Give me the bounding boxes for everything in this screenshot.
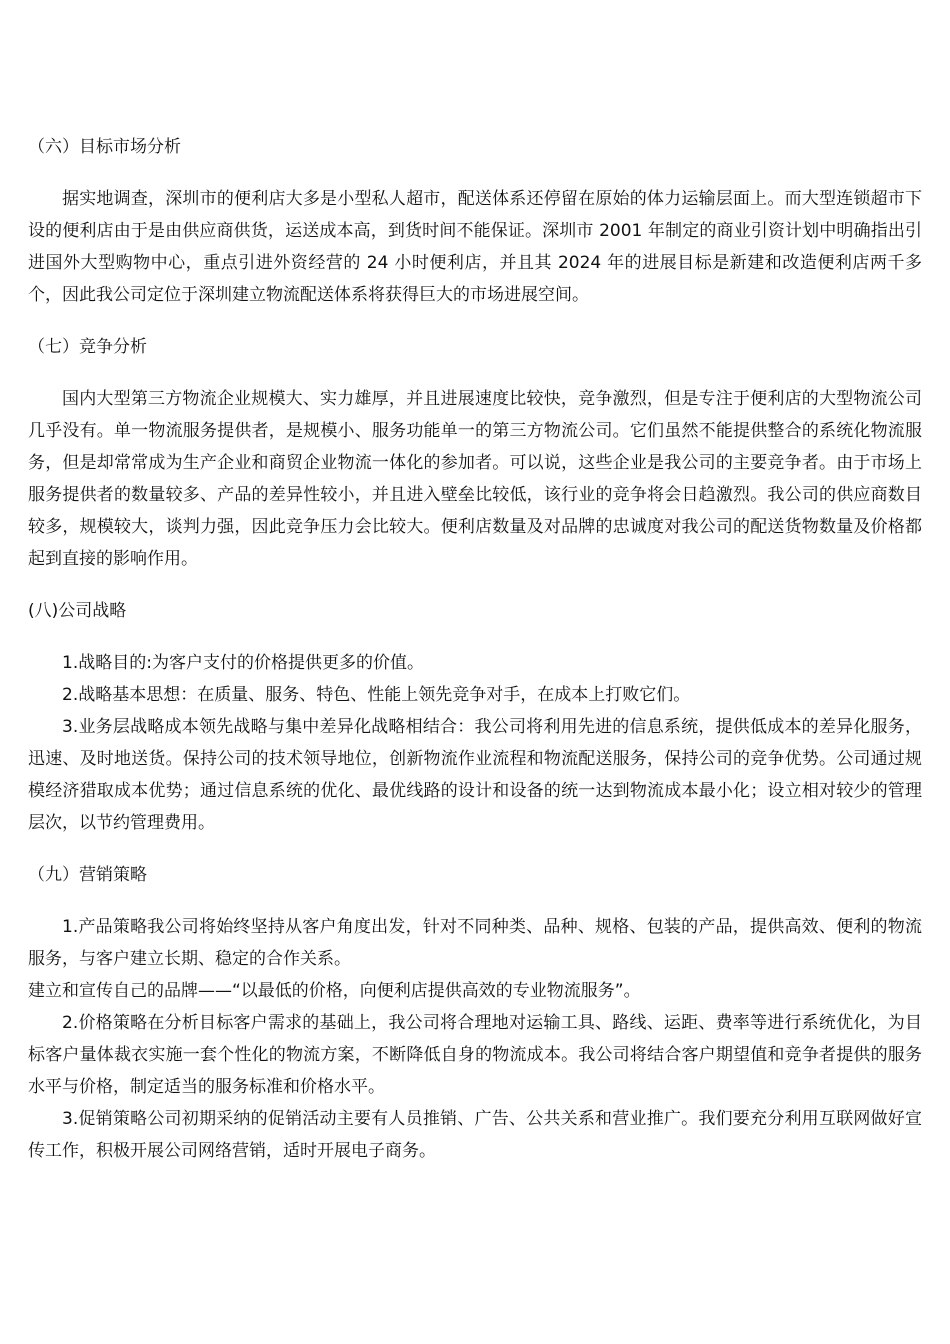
paragraph-target-market: 据实地调查，深圳市的便利店大多是小型私人超市，配送体系还停留在原始的体力运输层面上。而大型连锁超市下设的便利店由于是由供应商供货，运送成本高，到货时间不能保证。深圳市 2001 年制定的商业引资计划中明确指出引进国外大型购物中心，重点引进外资经营的 24 小时便利店，并且其 2024 年的进展目标是新建和改造便利店两千多个，因此我公司定位于深圳建立物流配送体系将获得巨大的市场进展空间。 — [28, 189, 922, 305]
paragraph-strategy-idea: 2.战略基本思想：在质量、服务、特色、性能上领先竞争对手，在成本上打败它们。 — [62, 685, 691, 705]
paragraph-product-strategy: 1.产品策略我公司将始终坚持从客户角度出发，针对不同种类、品种、规格、包装的产品，提供高效、便利的物流服务，与客户建立长期、稳定的合作关系。 — [28, 917, 922, 969]
paragraph-price-strategy: 2.价格策略在分析目标客户需求的基础上，我公司将合理地对运输工具、路线、运距、费率等进行系统优化，为目标客户量体裁衣实施一套个性化的物流方案，不断降低自身的物流成本。我公司将结合客户期望值和竞争者提供的服务水平与价格，制定适当的服务标准和价格水平。 — [28, 1013, 922, 1097]
section-heading-marketing: （九）营销策略 — [28, 865, 147, 885]
paragraph-promotion-strategy: 3.促销策略公司初期采纳的促销活动主要有人员推销、广告、公共关系和营业推广。我们要充分利用互联网做好宣传工作，积极开展公司网络营销，适时开展电子商务。 — [28, 1109, 922, 1161]
section-heading-strategy: (八)公司战略 — [28, 601, 127, 621]
paragraph-strategy-business: 3.业务层战略成本领先战略与集中差异化战略相结合：我公司将利用先进的信息系统，提供低成本的差异化服务，迅速、及时地送货。保持公司的技术领导地位，创新物流作业流程和物流配送服务，保持公司的竞争优势。公司通过规模经济猎取成本优势；通过信息系统的优化、最优线路的设计和设备的统一达到物流成本最小化；设立相对较少的管理层次，以节约管理费用。 — [28, 717, 922, 833]
paragraph-strategy-goal: 1.战略目的:为客户支付的价格提供更多的价值。 — [62, 653, 424, 673]
section-heading-target-market: （六）目标市场分析 — [28, 137, 181, 157]
section-heading-competition: （七）竞争分析 — [28, 337, 147, 357]
paragraph-competition: 国内大型第三方物流企业规模大、实力雄厚，并且进展速度比较快，竞争激烈，但是专注于便利店的大型物流公司几乎没有。单一物流服务提供者，是规模小、服务功能单一的第三方物流公司。它们虽然不能提供整合的系统化物流服务，但是却常常成为生产企业和商贸企业物流一体化的参加者。可以说，这些企业是我公司的主要竞争者。由于市场上服务提供者的数量较多、产品的差异性较小，并且进入壁垒比较低，该行业的竞争将会日趋激烈。我公司的供应商数目较多，规模较大，谈判力强，因此竞争压力会比较大。便利店数量及对品牌的忠诚度对我公司的配送货物数量及价格都起到直接的影响作用。 — [28, 389, 922, 569]
paragraph-brand: 建立和宣传自己的品牌——“以最低的价格，向便利店提供高效的专业物流服务”。 — [28, 981, 641, 1001]
